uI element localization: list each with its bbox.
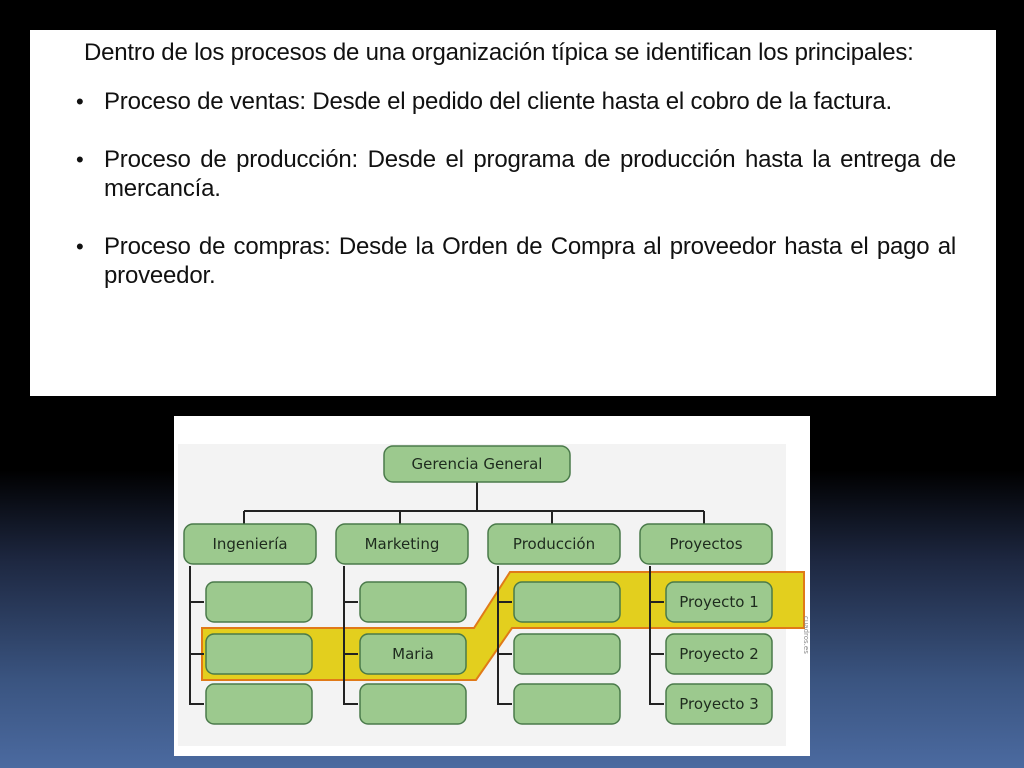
empty-box [360,582,466,622]
list-item [76,145,956,203]
project-label: Proyecto 2 [679,645,759,663]
empty-box [514,582,620,622]
bullet-text: Proceso de ventas: Desde el pedido del cliente hasta el cobro de la factura. [104,88,892,115]
bullet-icon: • [76,89,84,114]
department-label: Ingeniería [212,535,288,553]
bullet-text: Proceso de compras: Desde la Orden de Compra al proveedor hasta el pago al proveedor. [104,233,956,289]
empty-box [360,684,466,724]
empty-box [206,684,312,724]
bullet-text: Proceso de producción: Desde el programa de producción hasta la entrega de mercancía. [104,146,956,202]
empty-box [514,634,620,674]
root-label: Gerencia General [411,455,543,473]
empty-box [206,582,312,622]
bullet-icon: • [76,147,84,172]
bullet-icon: • [76,234,84,259]
process-list [38,87,956,290]
empty-box [206,634,312,674]
department-label: Marketing [364,535,440,553]
project-label: Proyecto 3 [679,695,759,713]
empty-box [514,684,620,724]
list-item [76,232,956,290]
org-chart-frame [174,416,810,756]
list-item [76,87,956,116]
department-label: Producción [512,535,596,553]
org-chart [174,416,810,756]
intro-paragraph: Dentro de los procesos de una organización típica se identifican los principales: [84,39,914,66]
member-label: Maria [392,645,434,663]
project-label: Proyecto 1 [679,593,759,611]
text-panel [30,30,996,396]
department-label: Proyectos [669,535,743,553]
watermark-text: cuadros.es [802,616,810,654]
